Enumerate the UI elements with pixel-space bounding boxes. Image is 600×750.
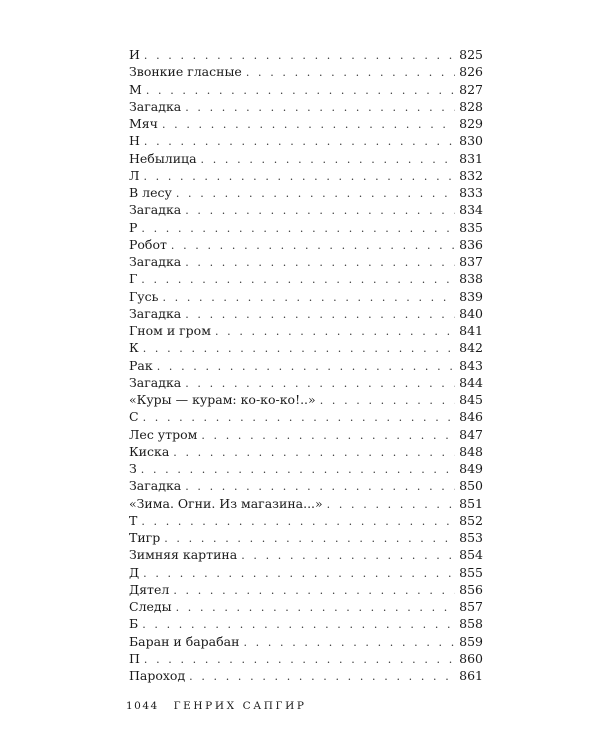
toc-dot-leader [143,168,455,185]
toc-entry [129,564,483,581]
toc-entry-page: 853 [459,530,483,545]
toc-entry [129,408,483,425]
toc-entry-page: 849 [459,461,483,476]
toc-entry-title: Робот [129,236,167,252]
toc-entry [129,322,483,339]
toc-entry-title: «Зима. Огни. Из магазина...» [129,495,323,511]
toc-entry [129,288,483,305]
toc-entry-title: К [129,340,139,356]
toc-entry-title: Рак [129,357,153,373]
toc-entry-title: З [129,461,137,476]
toc-dot-leader [241,547,455,564]
toc-entry [129,615,483,632]
toc-entry [129,357,483,374]
toc-entry-page: 842 [459,340,483,356]
toc-dot-leader [215,323,455,340]
toc-entry-page: 837 [459,254,483,269]
toc-entry-page: 832 [459,167,483,183]
toc-entry [129,339,483,356]
toc-entry-title: Зимняя картина [129,547,238,563]
toc-entry [129,132,483,149]
toc-entry-title: Р [129,219,138,235]
toc-entry-title: Баран и барабан [129,633,240,649]
toc-entry-page: 843 [459,357,483,373]
toc-dot-leader [141,513,455,530]
toc-entry-title: Б [129,616,139,632]
toc-dot-leader [143,565,455,582]
toc-entry [129,374,483,391]
toc-entry-title: Звонкие гласные [129,64,242,80]
toc-dot-leader [201,427,455,444]
toc-entry-page: 838 [459,271,483,287]
toc-dot-leader [157,358,455,375]
toc-entry-title: «Куры — курам: ко-ко-ко!..» [129,392,316,407]
toc-dot-leader [173,582,455,599]
toc-entry-page: 860 [459,650,483,666]
toc-dot-leader [185,375,455,392]
toc-entry [129,633,483,650]
toc-dot-leader [189,668,455,685]
toc-dot-leader [327,496,455,513]
toc-entry-page: 833 [459,185,483,200]
toc-entry-page: 847 [459,426,483,442]
page-footer [126,700,307,712]
toc-entry-page: 858 [459,616,483,632]
toc-dot-leader [144,47,455,64]
toc-entry-title: Загадка [129,98,182,114]
toc-dot-leader [185,306,455,323]
toc-entry-page: 852 [459,512,483,528]
toc-dot-leader [162,116,455,133]
toc-dot-leader [143,340,455,357]
toc-dot-leader [185,99,455,116]
toc-dot-leader [176,185,455,202]
toc-entry-title: Небылица [129,150,197,166]
toc-entry [129,167,483,184]
toc-entry-title: Мяч [129,116,158,131]
toc-entry-page: 859 [459,633,483,649]
toc-entry-title: Лес утром [129,426,198,442]
toc-entry [129,270,483,287]
toc-entry-page: 850 [459,478,483,494]
toc-entry [129,201,483,218]
toc-dot-leader [171,237,455,254]
toc-entry-page: 825 [459,47,483,62]
toc-dot-leader [143,409,455,426]
toc-entry-page: 861 [459,668,483,683]
toc-entry [129,512,483,529]
toc-entry-title: Дятел [129,581,170,597]
toc-entry-title: Загадка [129,254,182,269]
toc-entry [129,236,483,253]
toc-dot-leader [320,392,455,409]
toc-entry [129,150,483,167]
toc-entry-page: 836 [459,236,483,252]
toc-entry-title: М [129,81,142,97]
toc-dot-leader [201,151,455,168]
toc-entry-page: 851 [459,495,483,511]
toc-entry-title: Гном и гром [129,323,211,338]
toc-entry-page: 846 [459,409,483,425]
toc-entry [129,581,483,598]
toc-entry-page: 834 [459,202,483,218]
toc-dot-leader [185,202,455,219]
toc-entry-page: 827 [459,81,483,97]
toc-entry [129,460,483,477]
toc-entry-page: 841 [459,323,483,338]
toc-entry-title: Тигр [129,530,161,545]
toc-dot-leader [142,616,455,633]
toc-dot-leader [185,478,455,495]
toc-dot-leader [141,271,455,288]
toc-entry [129,443,483,460]
toc-entry [129,667,483,684]
toc-entry-title: Г [129,271,138,287]
toc-entry-title: Л [129,167,140,183]
toc-entry-title: Загадка [129,305,182,321]
toc-dot-leader [164,530,455,547]
toc-entry-title: Н [129,133,140,149]
toc-dot-leader [144,133,455,150]
toc-dot-leader [141,220,455,237]
toc-entry [129,598,483,615]
toc-entry-title: Следы [129,599,172,614]
toc-entry-page: 828 [459,98,483,114]
toc-entry [129,63,483,80]
toc-entry-title: Т [129,512,138,528]
toc-entry-title: Пароход [129,668,186,683]
toc-entry [129,98,483,115]
toc-dot-leader [144,651,455,668]
toc-entry-page: 826 [459,64,483,80]
toc-entry-page: 829 [459,116,483,131]
toc-dot-leader [246,64,455,81]
toc-entry [129,46,483,63]
toc-entry-page: 840 [459,305,483,321]
toc-entry [129,115,483,132]
running-head-author: ГЕНРИХ САПГИР [173,700,307,712]
toc-entry [129,426,483,443]
page-number: 1044 [126,700,159,712]
toc-entry [129,219,483,236]
toc-entry-title: С [129,409,139,425]
toc-entry-title: Загадка [129,478,182,494]
toc-entry [129,495,483,512]
toc-entry-page: 857 [459,599,483,614]
toc-dot-leader [243,634,455,651]
toc-entry [129,305,483,322]
toc-entry-page: 856 [459,581,483,597]
toc-entry [129,529,483,546]
toc-dot-leader [146,82,455,99]
toc-entry-page: 844 [459,374,483,390]
toc-entry-page: 831 [459,150,483,166]
toc-dot-leader [173,444,455,461]
toc-entry [129,253,483,270]
toc-entry [129,81,483,98]
toc-entry-page: 855 [459,564,483,580]
toc-entry-page: 835 [459,219,483,235]
toc-entry-page: 854 [459,547,483,563]
table-of-contents [129,46,483,684]
toc-entry-title: Гусь [129,288,159,304]
toc-entry-title: Киска [129,443,170,459]
toc-entry [129,184,483,201]
toc-dot-leader [162,289,455,306]
toc-entry-page: 830 [459,133,483,149]
toc-entry-title: Загадка [129,374,182,390]
toc-entry [129,391,483,408]
toc-entry-title: Д [129,564,140,580]
toc-entry [129,650,483,667]
toc-entry-page: 845 [459,392,483,407]
toc-dot-leader [176,599,455,616]
toc-entry-page: 848 [459,443,483,459]
toc-entry-title: И [129,47,140,62]
toc-entry [129,546,483,563]
toc-entry-title: П [129,650,140,666]
toc-entry [129,477,483,494]
toc-dot-leader [141,461,455,478]
toc-dot-leader [185,254,455,271]
toc-entry-title: В лесу [129,185,172,200]
toc-entry-title: Загадка [129,202,182,218]
toc-entry-page: 839 [459,288,483,304]
